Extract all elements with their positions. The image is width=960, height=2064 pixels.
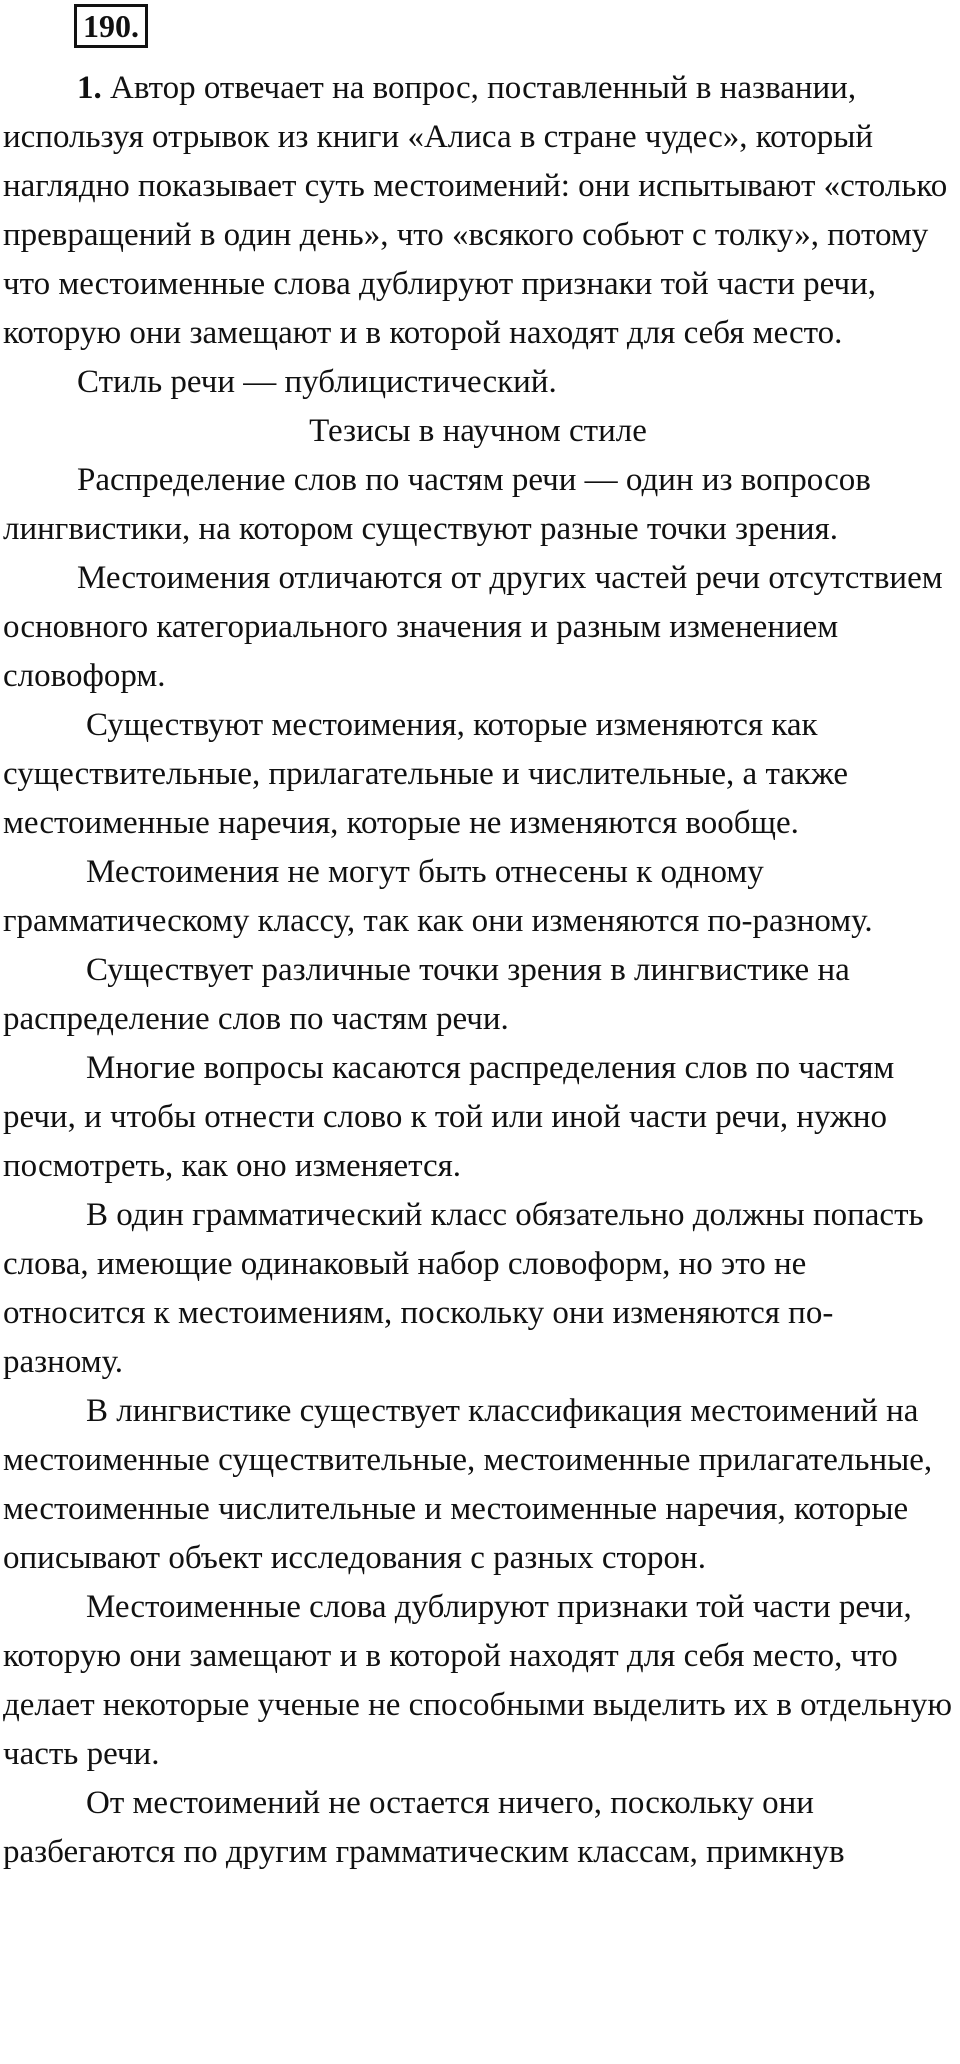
thesis-1: Распределение слов по частям речи — один из вопросов лингвистики, на котором существуют разные точки зрения. [3, 462, 871, 547]
item-marker: 1. [77, 70, 102, 106]
thesis-5: Существует различные точки зрения в лингвистике на распределение слов по частям речи. [3, 952, 850, 1037]
thesis-9: Местоименные слова дублируют признаки той части речи, которую они замещают и в которой находят для себя место, что делает некоторые ученые не способными выделить их в отдельную часть речи. [3, 1589, 952, 1772]
thesis-3: Существуют местоимения, которые изменяются как существительные, прилагательные и числительные, а также местоименные наречия, которые не изменяются вообще. [3, 707, 848, 841]
paragraph-style: Стиль речи — публицистический. [77, 364, 557, 400]
thesis-2: Местоимения отличаются от других частей речи отсутствием основного категориального значения и разным изменением словоформ. [3, 560, 943, 694]
paragraph-1 [3, 64, 953, 358]
section-heading: Тезисы в научном стиле [309, 413, 647, 449]
thesis-7: В один грамматический класс обязательно должны попасть слова, имеющие одинаковый набор словоформ, но это не относится к местоимениям, поскольку они изменяются по-разному. [3, 1197, 924, 1380]
paragraph-1-text: Автор отвечает на вопрос, поставленный в названии, используя отрывок из книги «Алиса в стране чудес», который наглядно показывает суть местоимений: они испытывают «столько превращений в один день», что «всякого собьют с толку», потому что местоименные слова дублируют признаки той части речи, которую они замещают и в которой находят для себя место. [3, 70, 948, 351]
answer-text [3, 64, 953, 1877]
thesis-8: В лингвистике существует классификация местоимений на местоименные существительные, местоименные прилагательные, местоименные числительные и местоименные наречия, которые описывают объект исследования с разных сторон. [3, 1393, 933, 1576]
thesis-10: От местоимений не остается ничего, поскольку они разбегаются по другим грамматическим классам, примкнув [3, 1785, 845, 1870]
task-number: 190. [83, 8, 139, 44]
thesis-4: Местоимения не могут быть отнесены к одному грамматическому классу, так как они изменяются по-разному. [3, 854, 873, 939]
thesis-6: Многие вопросы касаются распределения слов по частям речи, и чтобы отнести слово к той или иной части речи, нужно посмотреть, как оно изменяется. [3, 1050, 895, 1184]
task-number-box [74, 4, 148, 48]
